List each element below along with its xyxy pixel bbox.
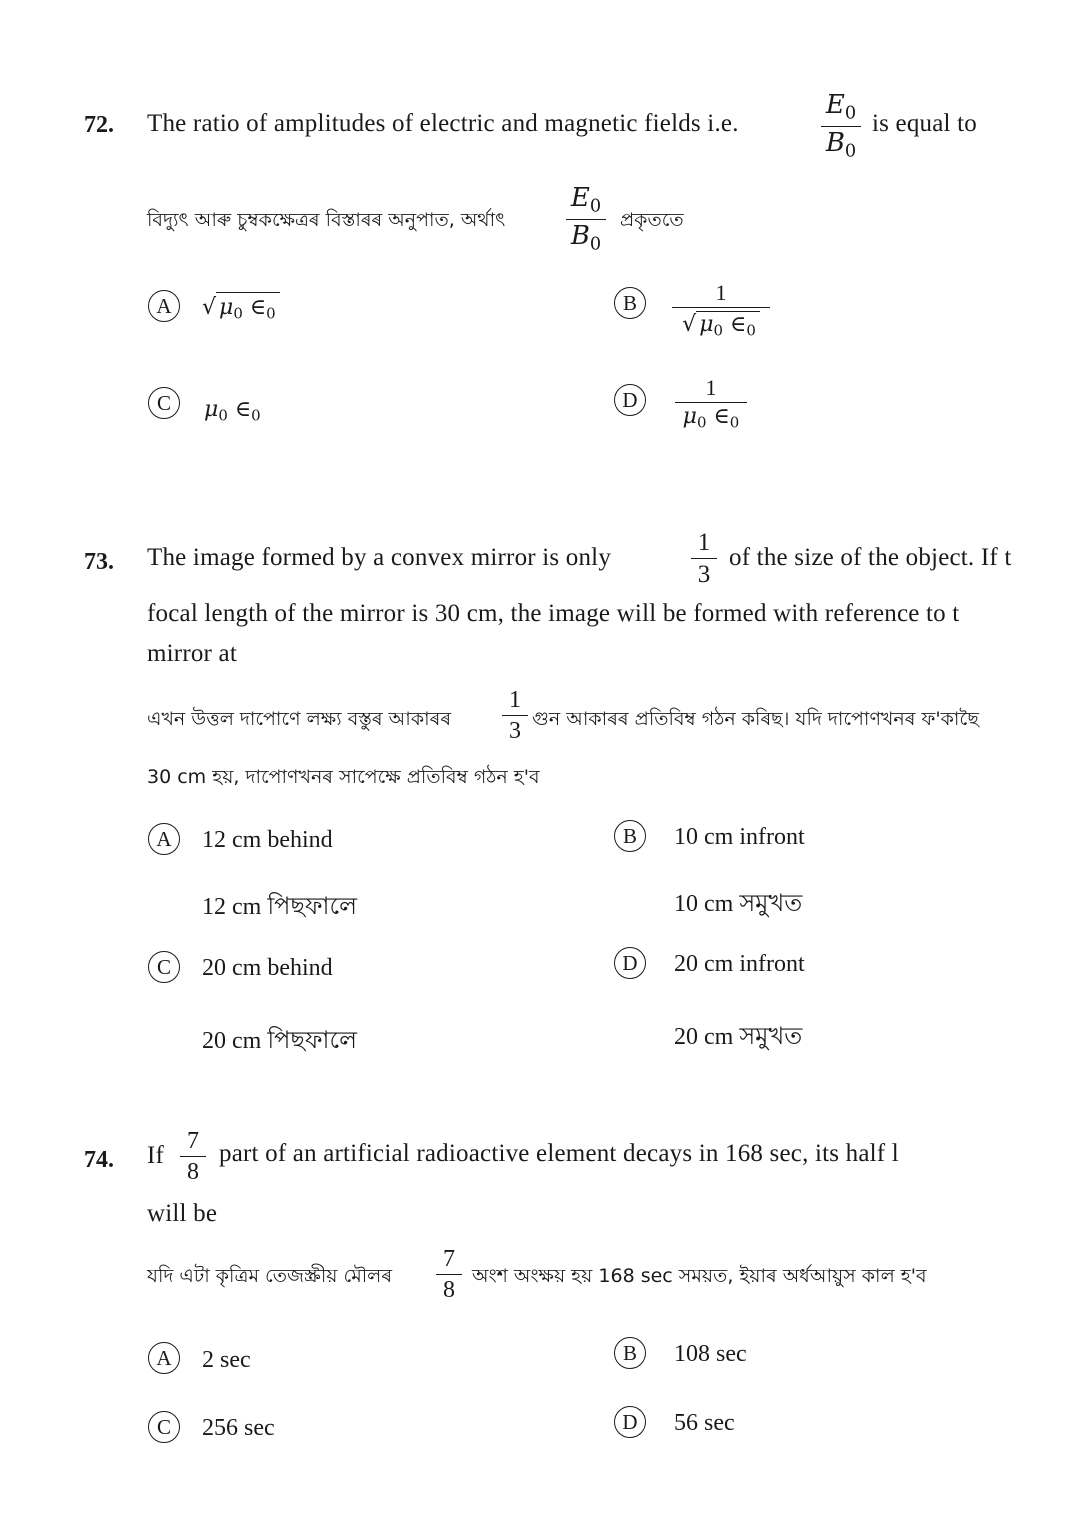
question-72-text-as-tail: প্ৰকৃততে xyxy=(620,209,684,231)
option-d-marker[interactable]: D xyxy=(614,384,646,416)
question-74-fraction-en: 7 8 xyxy=(180,1129,206,1184)
question-73-fraction-as: 1 3 xyxy=(502,688,528,743)
question-72-text-en-tail: is equal to xyxy=(872,110,977,137)
option-d-text-as: 20 cm সমুখত xyxy=(674,1024,803,1050)
question-73-text-as-line1a: এখন উত্তল দাপোণে লক্ষ্য বস্তুৰ আকাৰৰ xyxy=(147,708,452,730)
question-72-text-en: The ratio of amplitudes of electric and magnetic fields i.e. xyxy=(147,110,739,137)
option-c-text-en: 20 cm behind xyxy=(202,955,333,981)
option-a-value: √ $\mu_0$ $\in_0$ xyxy=(202,292,280,322)
option-a-marker[interactable]: A xyxy=(148,1342,180,1374)
option-b-value: 1 √ $\mu_0$ $\in_0$ xyxy=(672,282,770,338)
option-d-marker[interactable]: D xyxy=(614,947,646,979)
option-c-marker[interactable]: C xyxy=(148,387,180,419)
question-74-text-as-a: যদি এটা কৃত্ৰিম তেজস্ক্ৰীয় মৌলৰ xyxy=(147,1265,393,1287)
option-b-text-en: 10 cm infront xyxy=(674,824,805,850)
question-72-fraction-as: $E_0$ $B_0$ xyxy=(566,185,606,254)
question-73-text-as-line1b: গুন আকাৰৰ প্ৰতিবিম্ব গঠন কৰিছ। যদি দাপোণখনৰ ফ'কাছৈ xyxy=(532,708,979,730)
option-a-text: 2 sec xyxy=(202,1347,251,1373)
option-b-text: 108 sec xyxy=(674,1341,747,1367)
question-72-fraction-en: $E_0$ $B_0$ xyxy=(821,92,861,161)
question-73-text-en-line1a: The image formed by a convex mirror is only xyxy=(147,544,612,571)
option-c-value: $\mu_0$ $\in_0$ xyxy=(204,397,261,425)
option-d-marker[interactable]: D xyxy=(614,1406,646,1438)
option-b-marker[interactable]: B xyxy=(614,287,646,319)
question-74-text-en-line2: will be xyxy=(147,1200,218,1227)
question-74-text-en-if: If xyxy=(147,1142,165,1169)
question-73-text-en-line1b: of the size of the object. If t xyxy=(729,544,1012,571)
option-b-text-as: 10 cm সমুখত xyxy=(674,891,803,917)
option-b-marker[interactable]: B xyxy=(614,820,646,852)
question-73-text-as-line2: 30 cm হয়, দাপোণখনৰ সাপেক্ষে প্ৰতিবিম্ব গঠন হ'ব xyxy=(147,766,540,788)
option-c-marker[interactable]: C xyxy=(148,1411,180,1443)
option-d-text-en: 20 cm infront xyxy=(674,951,805,977)
question-74-text-as-b: অংশ অংক্ষয় হয় 168 sec সময়ত, ইয়াৰ অৰ্ধআয়ুস কাল হ'ব xyxy=(472,1265,927,1287)
option-a-marker[interactable]: A xyxy=(148,823,180,855)
question-73-fraction-en: 1 3 xyxy=(691,530,717,587)
option-c-text: 256 sec xyxy=(202,1415,275,1441)
option-b-marker[interactable]: B xyxy=(614,1337,646,1369)
question-72-text-as: বিদ্যুৎ আৰু চুম্বকক্ষেত্ৰৰ বিস্তাৰৰ অনুপাত, অৰ্থাৎ xyxy=(147,209,506,231)
question-72-number: 72. xyxy=(84,112,114,138)
question-73-text-en-line3: mirror at xyxy=(147,640,237,667)
option-a-text-en: 12 cm behind xyxy=(202,827,333,853)
option-a-marker[interactable]: A xyxy=(148,290,180,322)
question-74-number: 74. xyxy=(84,1147,114,1173)
option-c-marker[interactable]: C xyxy=(148,951,180,983)
option-c-text-as: 20 cm পিছফালে xyxy=(202,1028,358,1054)
question-74-text-en-line1: part of an artificial radioactive element decays in 168 sec, its half l xyxy=(219,1140,899,1167)
question-73-text-en-line2: focal length of the mirror is 30 cm, the image will be formed with reference to t xyxy=(147,600,960,627)
question-73-number: 73. xyxy=(84,549,114,575)
question-74-fraction-as: 7 8 xyxy=(436,1247,462,1302)
option-a-text-as: 12 cm পিছফালে xyxy=(202,894,358,920)
option-d-text: 56 sec xyxy=(674,1410,735,1436)
option-d-value: 1 $\mu_0$ $\in_0$ xyxy=(675,377,747,430)
